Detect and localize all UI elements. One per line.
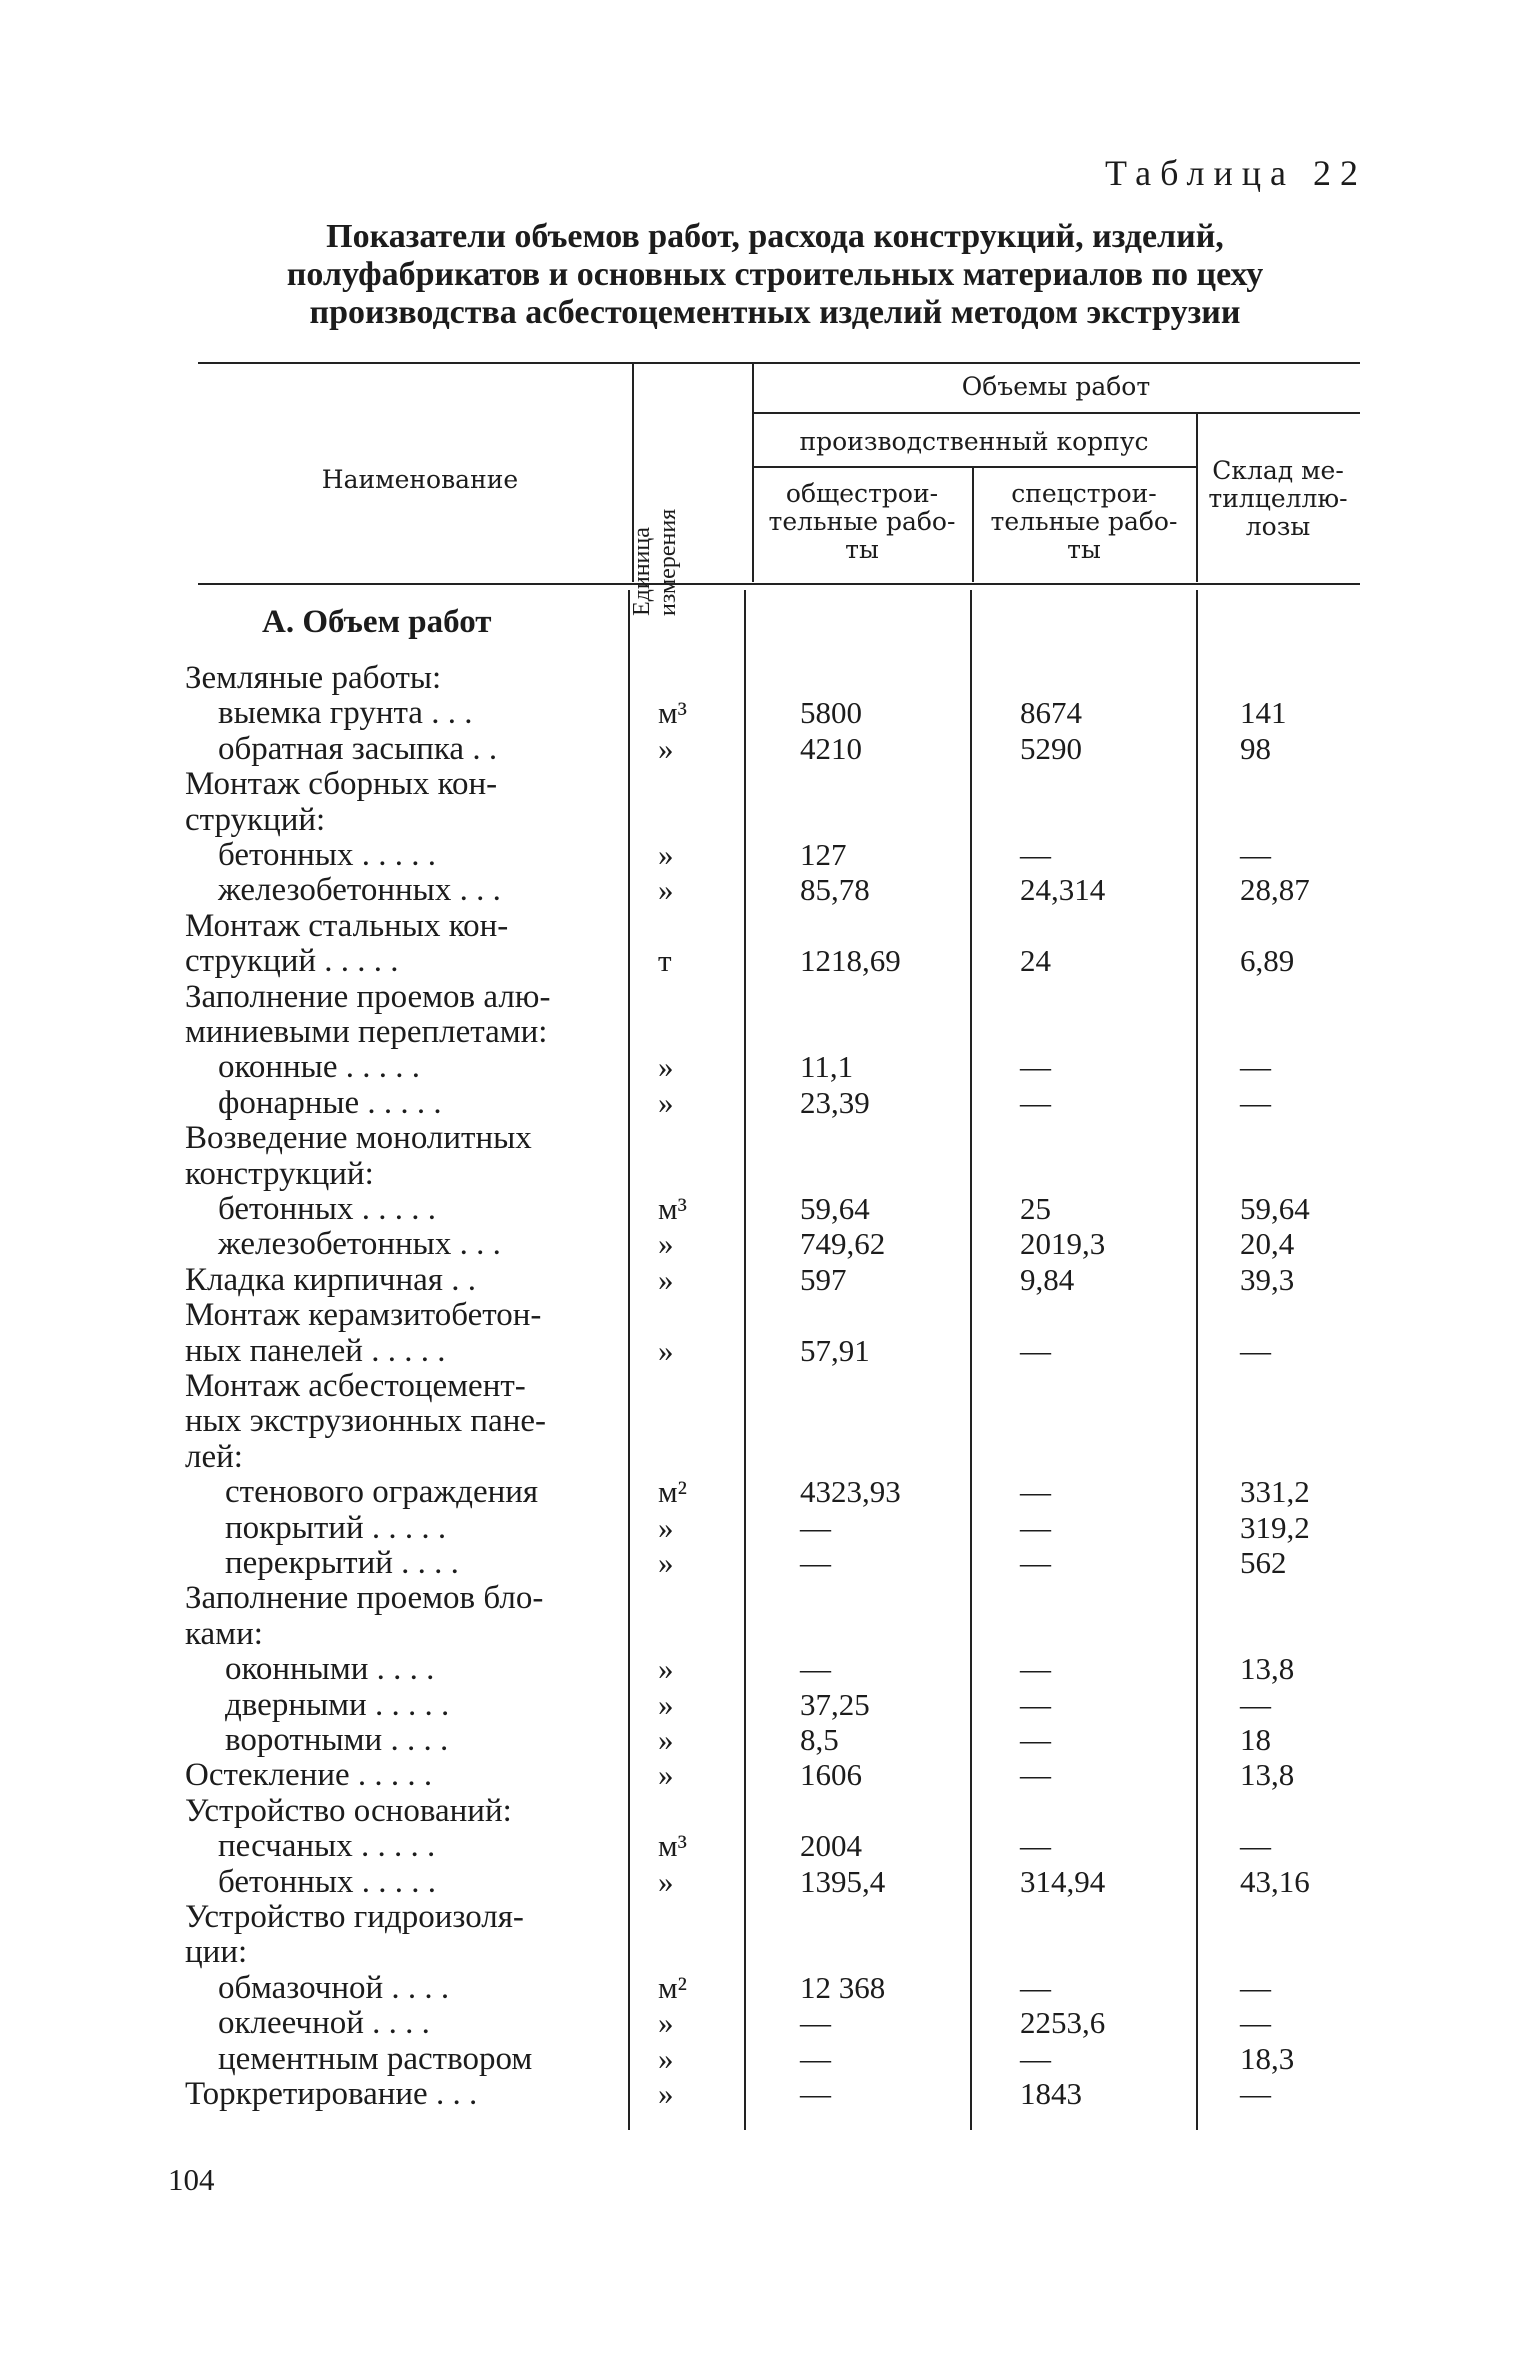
row-cell-unit: »	[658, 1757, 674, 1793]
row-cell-unit: »	[658, 1084, 674, 1120]
row-cell-c2: 25	[1020, 1191, 1051, 1226]
row-cell-c3: —	[1240, 1084, 1271, 1120]
row-cell-c3: —	[1240, 1686, 1271, 1722]
row-cell-unit: »	[658, 1049, 674, 1085]
table-label: Таблица 22	[1105, 153, 1367, 193]
row-cell-unit: »	[658, 1722, 674, 1757]
row-cell-unit: »	[658, 2076, 674, 2111]
row-cell-c1: —	[800, 1651, 831, 1687]
row-cell-c1: 4210	[800, 730, 862, 766]
row-cell-unit: »	[658, 1545, 674, 1580]
row-cell-c3: 562	[1240, 1545, 1287, 1580]
row-name: ками:	[185, 1615, 263, 1652]
header-warehouse: Склад ме-тилцеллю-лозы	[1208, 456, 1348, 541]
row-name: конструкций:	[185, 1155, 374, 1192]
row-name: железобетонных . . .	[218, 1226, 501, 1263]
table-title-line-3: производства асбестоцементных изделий методом экструзии	[309, 294, 1241, 331]
row-name: обмазочной . . . .	[218, 1969, 450, 2006]
row-name: миниевыми переплетами:	[185, 1014, 548, 1050]
page-number: 104	[168, 2162, 215, 2197]
section-title: А. Объем работ	[262, 604, 492, 640]
row-cell-c1: 597	[800, 1261, 847, 1297]
row-name: Кладка кирпичная . .	[185, 1261, 476, 1298]
row-cell-c3: 141	[1240, 695, 1287, 731]
row-cell-c2: 2253,6	[1020, 2005, 1106, 2041]
row-cell-c1: 85,78	[800, 872, 870, 908]
row-cell-c1: 1218,69	[800, 943, 901, 979]
row-cell-c2: 9,84	[1020, 1261, 1075, 1297]
table-title-line-2: полуфабрикатов и основных строительных материалов по цеху	[286, 256, 1264, 293]
row-cell-unit: т	[658, 943, 672, 979]
header-name: Наименование	[321, 465, 519, 494]
row-cell-c2: —	[1020, 2040, 1051, 2076]
row-cell-c1: 2004	[800, 1828, 862, 1864]
row-cell-c1: 23,39	[800, 1084, 870, 1120]
row-name: Монтаж керамзитобетон-	[185, 1297, 542, 1334]
row-name: Заполнение проемов бло-	[185, 1580, 544, 1617]
row-cell-unit: »	[658, 1261, 674, 1297]
row-cell-unit: м²	[658, 1474, 687, 1510]
row-cell-c2: —	[1020, 1686, 1051, 1722]
row-cell-c2: 8674	[1020, 695, 1082, 731]
row-cell-unit: »	[658, 1332, 674, 1368]
row-cell-unit: »	[658, 730, 674, 766]
row-cell-c1: —	[800, 2005, 831, 2041]
row-cell-c1: —	[800, 2040, 831, 2076]
row-cell-c3: 18	[1240, 1722, 1271, 1757]
row-cell-unit: »	[658, 1863, 674, 1899]
header-prod-building: производственный корпус	[799, 427, 1149, 456]
row-cell-unit: »	[658, 2005, 674, 2041]
row-cell-c1: 5800	[800, 695, 862, 731]
row-cell-c1: —	[800, 2076, 831, 2111]
row-cell-c3: —	[1240, 1828, 1271, 1864]
row-cell-c3: 13,8	[1240, 1651, 1295, 1687]
row-cell-c1: 127	[800, 837, 847, 872]
row-name: воротными . . . .	[225, 1722, 449, 1758]
row-name: перекрытий . . . .	[225, 1545, 459, 1581]
row-cell-c1: 8,5	[800, 1722, 839, 1757]
row-name: лей:	[185, 1438, 243, 1475]
row-cell-unit: м³	[658, 695, 687, 731]
row-cell-c3: 20,4	[1240, 1226, 1295, 1262]
row-cell-c3: 98	[1240, 730, 1271, 766]
row-name: Возведение монолитных	[185, 1120, 532, 1157]
row-name: обратная засыпка . .	[218, 730, 498, 767]
row-name: Монтаж сборных кон-	[185, 766, 498, 803]
row-name: выемка грунта . . .	[218, 695, 473, 732]
row-name: покрытий . . . . .	[225, 1509, 447, 1546]
row-cell-c1: —	[800, 1545, 831, 1580]
row-cell-c2: 1843	[1020, 2076, 1082, 2111]
row-cell-unit: »	[658, 837, 674, 872]
row-cell-c1: 11,1	[800, 1049, 854, 1085]
row-cell-c2: —	[1020, 837, 1051, 872]
row-name: ции:	[185, 1934, 248, 1971]
row-name: оклеечной . . . .	[218, 2005, 430, 2042]
row-name: оконные . . . . .	[218, 1049, 420, 1086]
header-volumes: Объемы работ	[961, 372, 1151, 401]
row-name: стенового ограждения	[225, 1474, 539, 1511]
table-title-line-1: Показатели объемов работ, расхода конструкций, изделий,	[326, 218, 1224, 255]
row-name: бетонных . . . . .	[218, 1191, 436, 1227]
row-cell-c2: —	[1020, 1651, 1051, 1687]
row-cell-unit: »	[658, 2040, 674, 2076]
row-name: цементным раствором	[218, 2040, 533, 2077]
unit-body-divider	[628, 590, 630, 2130]
row-cell-c3: 331,2	[1240, 1474, 1310, 1510]
row-cell-c2: 2019,3	[1020, 1226, 1106, 1262]
row-name: оконными . . . .	[225, 1651, 435, 1688]
row-name: железобетонных . . .	[218, 872, 501, 909]
c1-body-divider	[744, 590, 746, 2130]
row-cell-c3: —	[1240, 837, 1271, 872]
row-name: Устройство оснований:	[185, 1792, 512, 1829]
row-cell-c2: 24	[1020, 943, 1051, 979]
row-cell-unit: м³	[658, 1191, 687, 1226]
row-cell-c2: —	[1020, 1722, 1051, 1757]
row-name: Заполнение проемов алю-	[185, 978, 551, 1015]
row-cell-unit: »	[658, 1686, 674, 1722]
row-name: Монтаж стальных кон-	[185, 907, 509, 944]
row-cell-unit: »	[658, 1509, 674, 1545]
row-name: фонарные . . . . .	[218, 1084, 442, 1121]
row-cell-c3: —	[1240, 1969, 1271, 2005]
row-name: песчаных . . . . .	[218, 1828, 436, 1865]
row-cell-c1: 1606	[800, 1757, 862, 1793]
header-unit: Единица измерения	[629, 508, 681, 616]
volumes-rule	[752, 412, 1360, 414]
row-cell-c3: 43,16	[1240, 1863, 1310, 1899]
row-cell-c3: 28,87	[1240, 872, 1310, 908]
c2-body-divider	[970, 590, 972, 2130]
row-cell-c3: —	[1240, 2005, 1271, 2041]
row-name: Торкретирование . . .	[185, 2076, 478, 2112]
row-cell-c2: —	[1020, 1084, 1051, 1120]
header-special: спецстрои-тельные рабо-ты	[990, 479, 1178, 564]
row-cell-c1: 57,91	[800, 1332, 870, 1368]
row-name: Устройство гидроизоля-	[185, 1899, 524, 1935]
row-cell-c2: —	[1020, 1828, 1051, 1864]
row-cell-c2: —	[1020, 1049, 1051, 1085]
row-cell-c2: 5290	[1020, 730, 1082, 766]
row-cell-unit: м²	[658, 1969, 687, 2005]
row-cell-c3: —	[1240, 1332, 1271, 1368]
row-name: бетонных . . . . .	[218, 837, 436, 873]
row-cell-c1: 12 368	[800, 1969, 886, 2005]
row-cell-c3: 13,8	[1240, 1757, 1295, 1793]
row-cell-c2: 314,94	[1020, 1863, 1106, 1899]
row-cell-c1: 37,25	[800, 1686, 870, 1722]
row-cell-c3: 39,3	[1240, 1261, 1295, 1297]
row-cell-c1: 1395,4	[800, 1863, 886, 1899]
row-name: струкций:	[185, 801, 326, 838]
c3-body-divider	[1196, 590, 1198, 2130]
row-cell-c3: —	[1240, 1049, 1271, 1085]
row-cell-c2: —	[1020, 1545, 1051, 1580]
row-cell-c2: 24,314	[1020, 872, 1106, 908]
row-name: ных экструзионных пане-	[185, 1403, 547, 1440]
header-bottom-rule	[198, 583, 1360, 585]
row-cell-unit: »	[658, 872, 674, 908]
row-cell-c1: 4323,93	[800, 1474, 901, 1510]
row-cell-c2: —	[1020, 1757, 1051, 1793]
row-cell-c1: 59,64	[800, 1191, 870, 1226]
prod-building-rule	[752, 466, 1196, 468]
row-cell-c3: —	[1240, 2076, 1271, 2111]
row-cell-c2: —	[1020, 1969, 1051, 2005]
row-name: Монтаж асбестоцемент-	[185, 1368, 526, 1404]
row-name: струкций . . . . .	[185, 943, 399, 980]
row-name: дверными . . . . .	[225, 1686, 450, 1723]
row-cell-c3: 18,3	[1240, 2040, 1295, 2076]
row-cell-c3: 319,2	[1240, 1509, 1310, 1545]
row-cell-c1: —	[800, 1509, 831, 1545]
header-top-rule	[198, 362, 1360, 364]
row-name: Остекление . . . . .	[185, 1757, 433, 1794]
row-cell-c2: —	[1020, 1332, 1051, 1368]
row-cell-unit: »	[658, 1651, 674, 1687]
row-cell-unit: »	[658, 1226, 674, 1262]
header-general: общестрои-тельные рабо-ты	[768, 479, 956, 564]
row-name: Земляные работы:	[185, 660, 442, 696]
row-name: ных панелей . . . . .	[185, 1332, 446, 1369]
row-cell-c3: 6,89	[1240, 943, 1295, 979]
row-cell-c2: —	[1020, 1474, 1051, 1510]
row-name: бетонных . . . . .	[218, 1863, 436, 1900]
row-cell-c2: —	[1020, 1509, 1051, 1545]
row-cell-c1: 749,62	[800, 1226, 886, 1262]
row-cell-unit: м³	[658, 1828, 687, 1864]
row-cell-c3: 59,64	[1240, 1191, 1310, 1226]
